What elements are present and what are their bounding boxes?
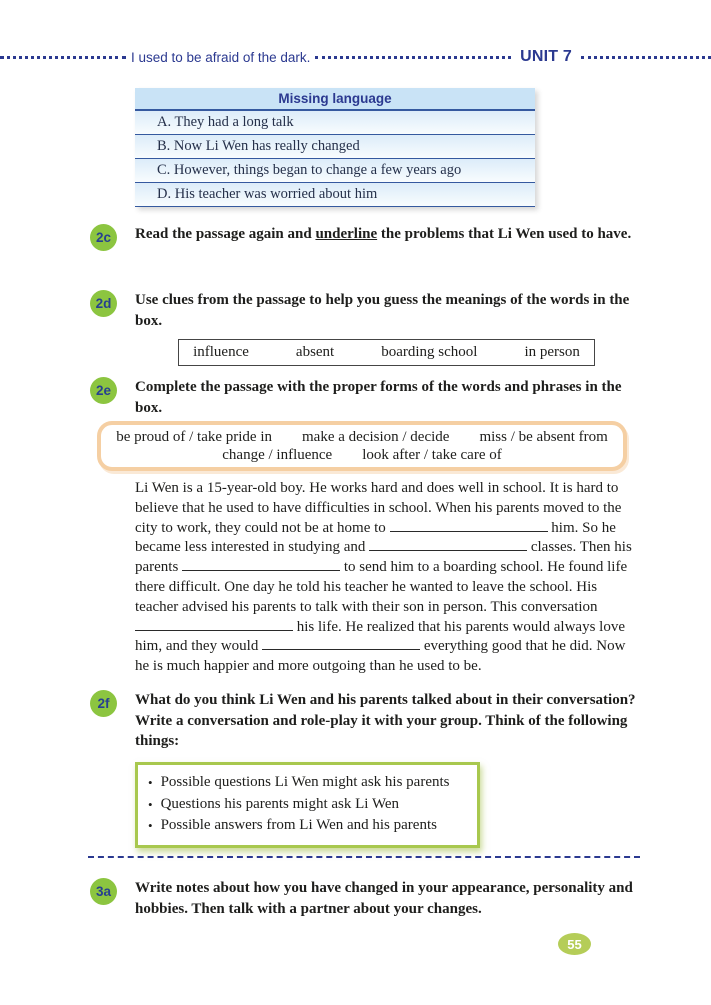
vocabulary-word: boarding school	[381, 344, 478, 360]
table-header: Missing language	[135, 88, 535, 111]
bullet-text: Questions his parents might ask Li Wen	[160, 795, 400, 812]
blank-line	[135, 618, 293, 631]
bullet-text: Possible answers from Li Wen and his parents	[160, 817, 437, 833]
bullet-text: Possible questions Li Wen might ask his parents	[160, 774, 450, 790]
phrase-item: be proud of / take pride in	[116, 428, 273, 445]
section-2d	[90, 290, 642, 331]
missing-language-table	[135, 88, 535, 207]
bullet-icon: •	[148, 796, 153, 812]
blank-line	[390, 519, 548, 532]
page-header	[0, 48, 711, 66]
section-badge-2f: 2f	[90, 690, 117, 717]
section-2c	[90, 224, 642, 251]
discussion-points-box	[135, 762, 480, 848]
dotted-rule	[0, 56, 126, 59]
section-badge-2d: 2d	[90, 290, 117, 317]
bullet-item	[148, 772, 467, 794]
vocabulary-word: in person	[524, 344, 580, 360]
bullet-item	[148, 794, 467, 816]
phrase-item: change / influence	[222, 446, 333, 463]
section-2e	[90, 377, 642, 418]
unit-label: UNIT 7	[520, 48, 572, 65]
section-2f	[90, 690, 642, 752]
phrase-item: miss / be absent from	[479, 428, 608, 445]
table-row: C. However, things began to change a few years ago	[135, 159, 535, 183]
bullet-item	[148, 815, 467, 837]
table-row: B. Now Li Wen has really changed	[135, 135, 535, 159]
instruction-3a: Write notes about how you have changed in your appearance, personality and hobbies. Then talk with a partner about your changes.	[135, 880, 633, 917]
phrase-item: look after / take care of	[362, 446, 502, 463]
bullet-icon: •	[148, 775, 153, 790]
dotted-rule	[581, 56, 711, 59]
underlined-word: underline	[315, 226, 378, 242]
section-badge-2c: 2c	[90, 224, 117, 251]
vocabulary-word: influence	[193, 344, 249, 360]
dashed-divider	[88, 856, 640, 858]
blank-line	[262, 637, 420, 650]
table-body	[135, 111, 535, 207]
table-row: A. They had a long talk	[135, 111, 535, 135]
vocabulary-box	[178, 339, 595, 366]
phrase-box	[97, 421, 627, 471]
instruction-2d: Use clues from the passage to help you guess the meanings of the words in the box.	[135, 292, 630, 329]
blank-line	[182, 558, 340, 571]
vocabulary-word: absent	[295, 344, 335, 360]
section-badge-2e: 2e	[90, 377, 117, 404]
dotted-rule	[315, 56, 511, 59]
phrase-line-2	[101, 447, 623, 464]
instruction-2c: Read the passage again and underline the problems that Li Wen used to have.	[135, 226, 632, 242]
phrase-line-1	[101, 429, 623, 446]
blank-line	[369, 538, 527, 551]
section-badge-3a: 3a	[90, 878, 117, 905]
bullet-icon: •	[148, 818, 153, 833]
cloze-passage: Li Wen is a 15-year-old boy. He works hard and does well in school. It is hard to believe that he used to have difficulties in school. When his parents moved to the city to work, they could not be at home to him. So he became less interested in studying and classes. Then his parents to send him to a boarding school. He found life there difficult. One day he told his teacher he wanted to leave the school. His teacher advised his parents to talk with their son in person. This conversation his life. He realized that his parents would always love him, and they would everything good that he did. Now he is much happier and more outgoing than he used to be.	[135, 480, 632, 675]
instruction-2e: Complete the passage with the proper forms of the words and phrases in the box.	[135, 379, 622, 416]
table-row: D. His teacher was worried about him	[135, 183, 535, 207]
page-number-badge: 55	[558, 933, 591, 955]
section-3a	[90, 878, 647, 919]
lesson-title: I used to be afraid of the dark.	[131, 49, 311, 65]
phrase-item: make a decision / decide	[302, 428, 450, 445]
instruction-2f: What do you think Li Wen and his parents talked about in their conversation? Write a conversation and role-play it with your group. Think of the following things:	[135, 692, 636, 749]
